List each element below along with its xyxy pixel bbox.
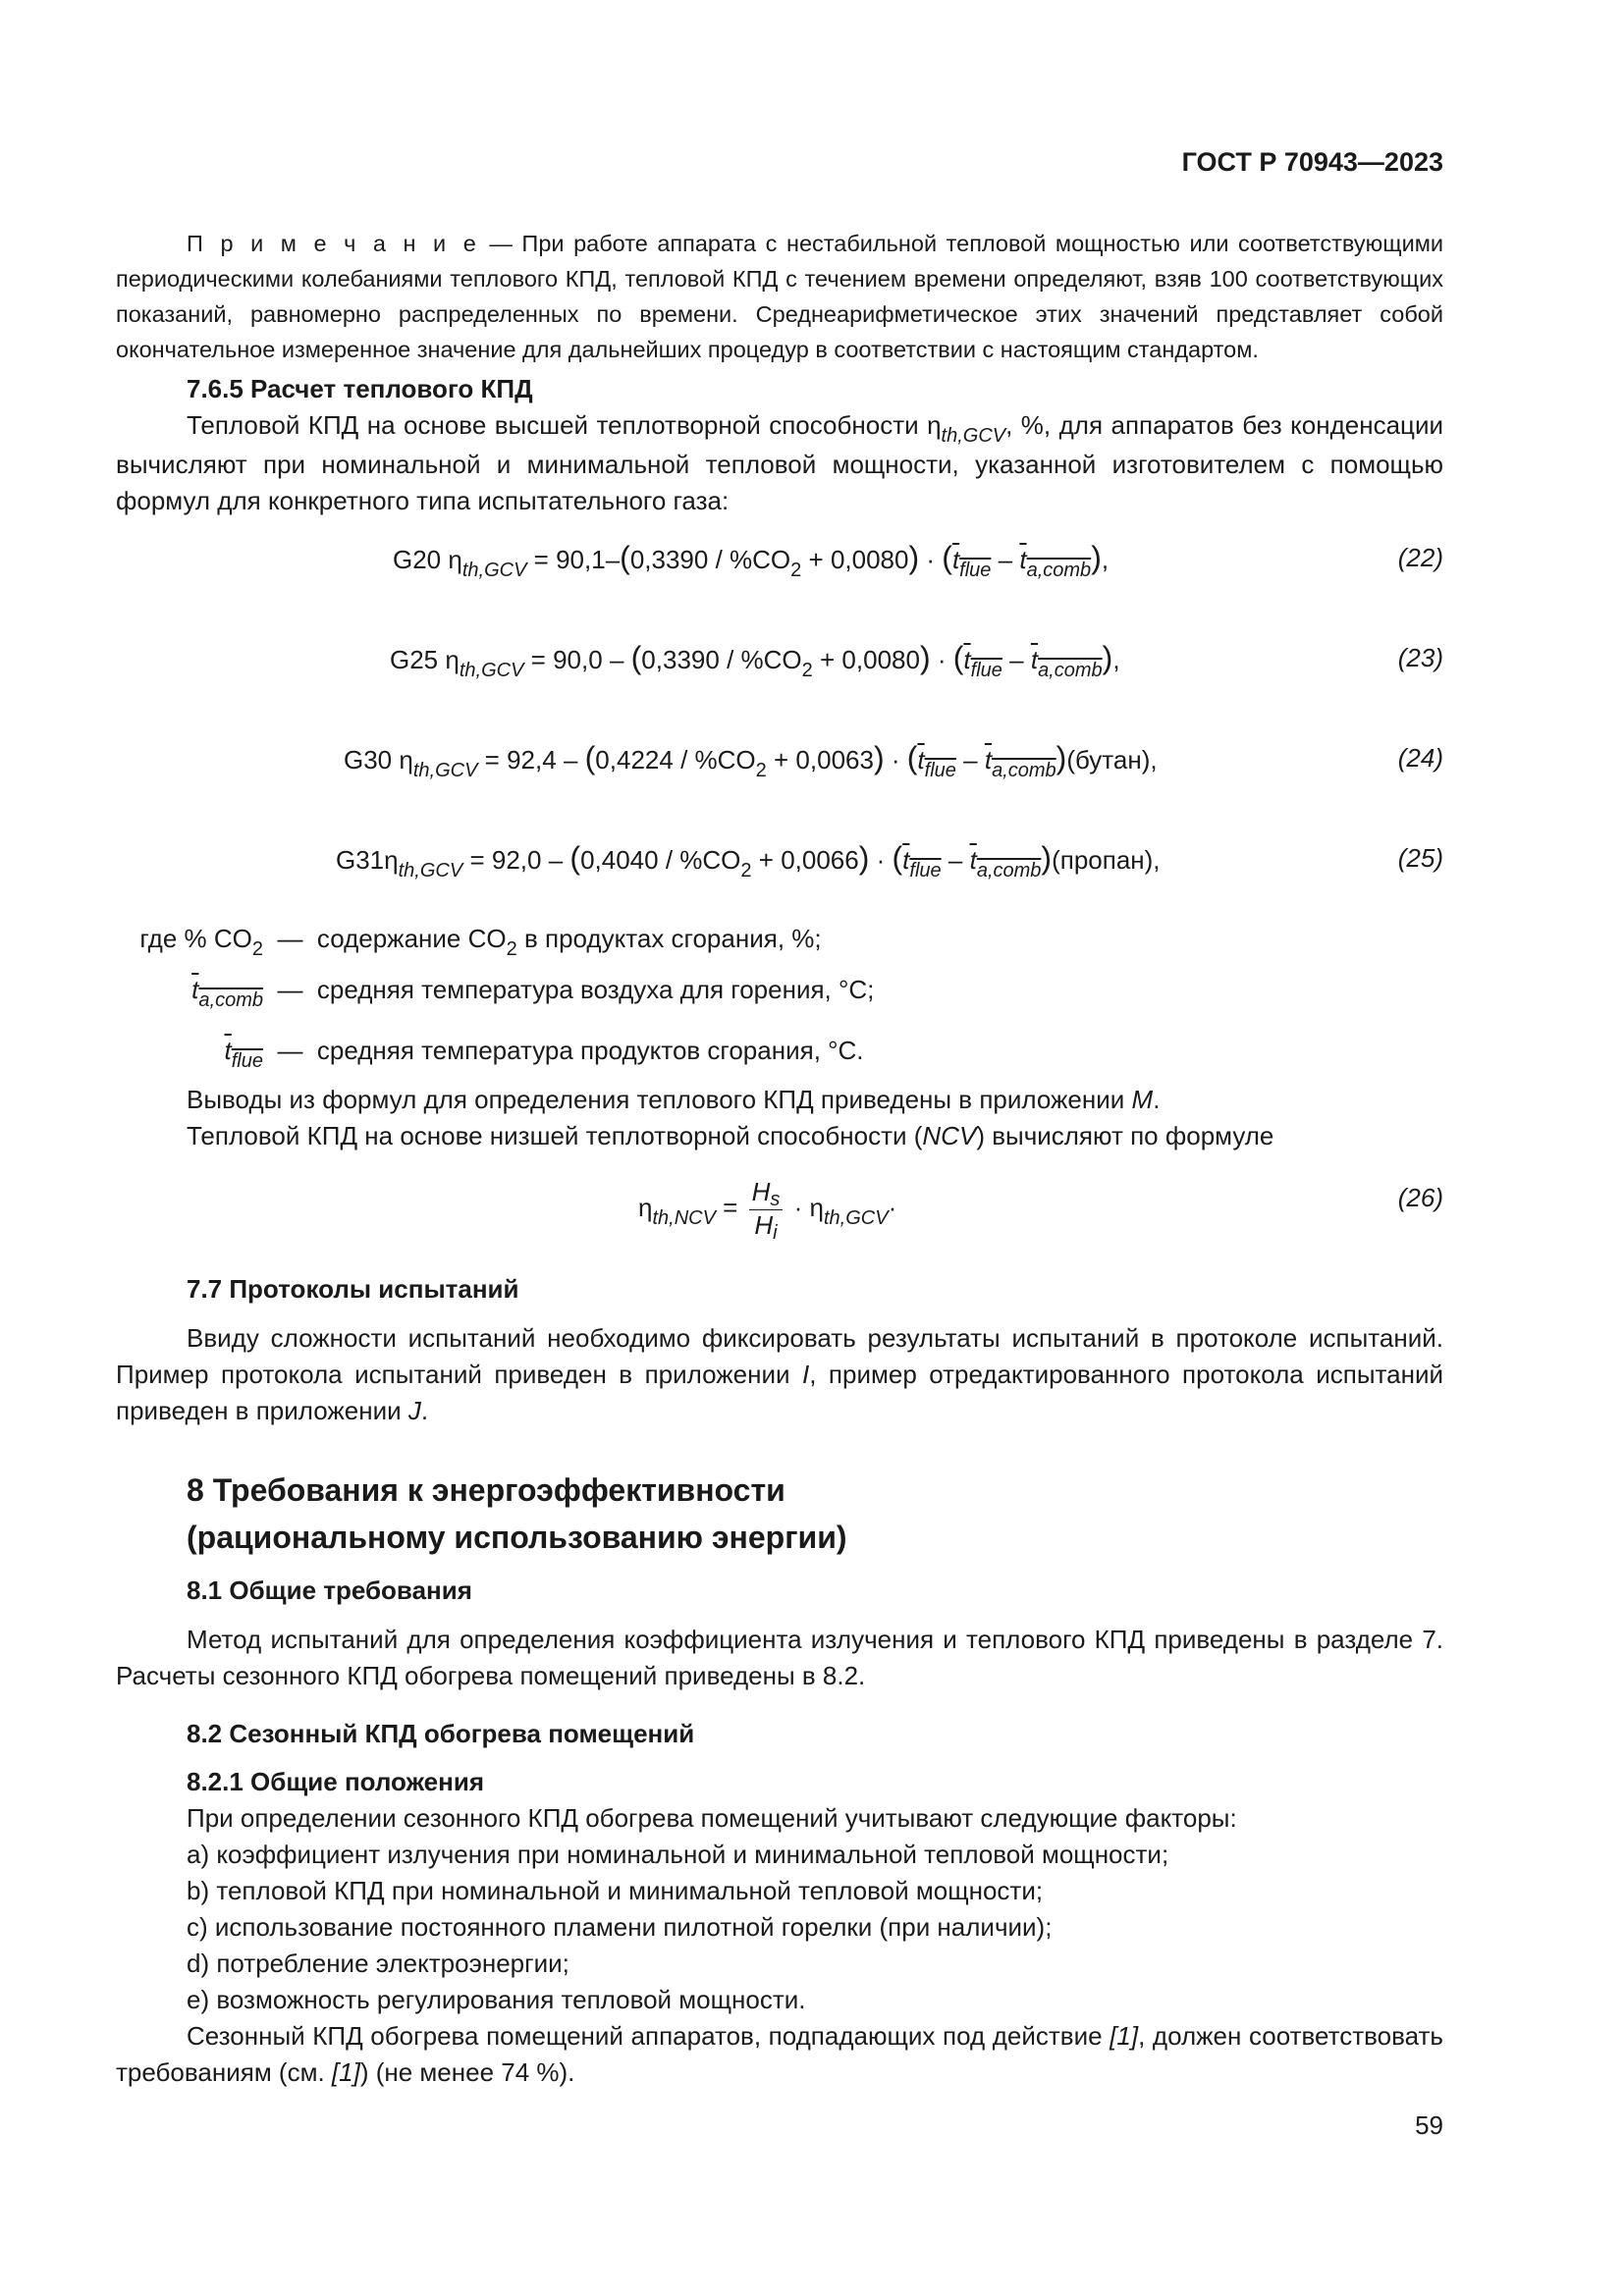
heading-8-1: 8.1 Общие требования — [187, 1575, 472, 1605]
heading-7-7: 7.7 Протоколы испытаний — [187, 1274, 519, 1304]
heading-8-2-1: 8.2.1 Общие положения — [187, 1767, 484, 1796]
list-item: e) возможность регулирования тепловой мощности. — [187, 1985, 806, 2014]
heading-8-2: 8.2 Сезонный КПД обогрева помещений — [187, 1719, 695, 1748]
list-item: a) коэффициент излучения при номинальной и минимальной тепловой мощности; — [187, 1840, 1169, 1869]
equation-25-body: $G31\eta_{th,GCV} = 92,0 - (0,4040 / \%CO_2 + 0,0066) \cdot (t_{flue}$ – $t_{a,comb})(пропан)$, — [336, 840, 1161, 881]
document-code: ГОСТ Р 70943—2023 — [1181, 147, 1443, 177]
note-text: — При работе аппарата с нестабильной тепловой мощностью или соответствующими периодическими колебаниями теплового КПД, тепловой КПД с течением времени определяют, взяв 100 соответствующих показаний, равномерно распределенных по времени. Среднеарифметическое этих значений представляет собой окончательное измеренное значение для дальнейших процедур в соответствии с настоящим стандартом. — [116, 231, 1444, 362]
note-paragraph — [116, 226, 1443, 367]
equation-23 — [0, 628, 1624, 687]
equation-24-body: G30 $\eta_{th,GCV} = 92,4 - (0,4224 / \%CO_2 + 0,0063) \cdot (t_{flue}$ – $t_{a,comb})(бутан)$, — [344, 740, 1158, 781]
paragraph-8-1: Метод испытаний для определения коэффициента излучения и теплового КПД приведены в разделе 7. Расчеты сезонного КПД обогрева помещений приведены в 8.2. — [116, 1625, 1443, 1690]
equation-23-body: G25 $\eta_{th,GCV} = 90,0 - (0,3390 / \%CO_2 + 0,0080) \cdot (t_{flue} - t_{a,comb})$, — [390, 640, 1120, 681]
equation-26-number: (26) — [1397, 1183, 1443, 1212]
derivation-line: Выводы из формул для определения теплового КПД приведены в приложении М. — [187, 1085, 1161, 1114]
heading-7-6-5: 7.6.5 Расчет теплового КПД — [187, 374, 533, 403]
list-item: d) потребление электроэнергии; — [187, 1949, 569, 1978]
equation-22-number: (22) — [1397, 543, 1443, 572]
list-item: b) тепловой КПД при номинальной и минимальной тепловой мощности; — [187, 1876, 1044, 1905]
equation-24-number: (24) — [1397, 743, 1443, 773]
where-item-tflue: $t_{flue}$ — средняя температура продуктов сгорания, °С. — [224, 1036, 864, 1072]
equation-22-body: G20 $\eta_{th,GCV} = 90,1-(0,3390 / \%CO_2 + 0,0080) \cdot (t_{flue} - t_{a,comb})$, — [393, 540, 1110, 581]
page-number: 59 — [1415, 2110, 1443, 2140]
where-item-co2: где % $CO_2$ — содержание $CO_2$ в продуктах сгорания, %; — [139, 924, 822, 960]
list-item: c) использование постоянного пламени пилотной горелки (при наличии); — [187, 1912, 1053, 1942]
equation-24 — [0, 728, 1624, 787]
equation-25 — [0, 828, 1624, 887]
paragraph-8-2-1-intro: При определении сезонного КПД обогрева помещений учитывают следующие факторы: — [187, 1803, 1237, 1833]
equation-26 — [0, 1168, 1624, 1247]
equation-25-number: (25) — [1397, 843, 1443, 873]
paragraph-8-2-1-final: Сезонный КПД обогрева помещений аппаратов, подпадающих под действие [1], должен соответствовать требованиям (см. [1]) (не менее 74 %). — [116, 2021, 1443, 2087]
note-label: П р и м е ч а н и е — [187, 231, 480, 256]
where-item-tacomb: $t_{a,comb}$ — средняя температура воздуха для горения, °С; — [191, 975, 875, 1011]
paragraph-7-6-5-intro: Тепловой КПД на основе высшей теплотворной способности $\eta_{th,GCV}$, %, для аппаратов без конденсации вычисляют при номинальной и минимальной тепловой мощности, указанной изготовителем с помощью формул для конкретного типа испытательного газа: — [116, 410, 1443, 515]
equation-26-body: $\eta_{th,NCV}$ = $\frac{Hs}{Hi}$ · $\eta_{th,GCV}\cdot$ — [638, 1176, 897, 1244]
ncv-line: Тепловой КПД на основе низшей теплотворной способности (NCV) вычисляют по формуле — [187, 1121, 1274, 1150]
equation-22 — [0, 528, 1624, 587]
section-8-heading: 8 Требования к энергоэффективности (рациональному использованию энергии) — [187, 1472, 847, 1555]
equation-23-number: (23) — [1397, 643, 1443, 672]
paragraph-7-7: Ввиду сложности испытаний необходимо фиксировать результаты испытаний в протоколе испытаний. Пример протокола испытаний приведен в приложении I, пример отредактированного протокола испытаний приведен в приложении J. — [116, 1323, 1443, 1425]
